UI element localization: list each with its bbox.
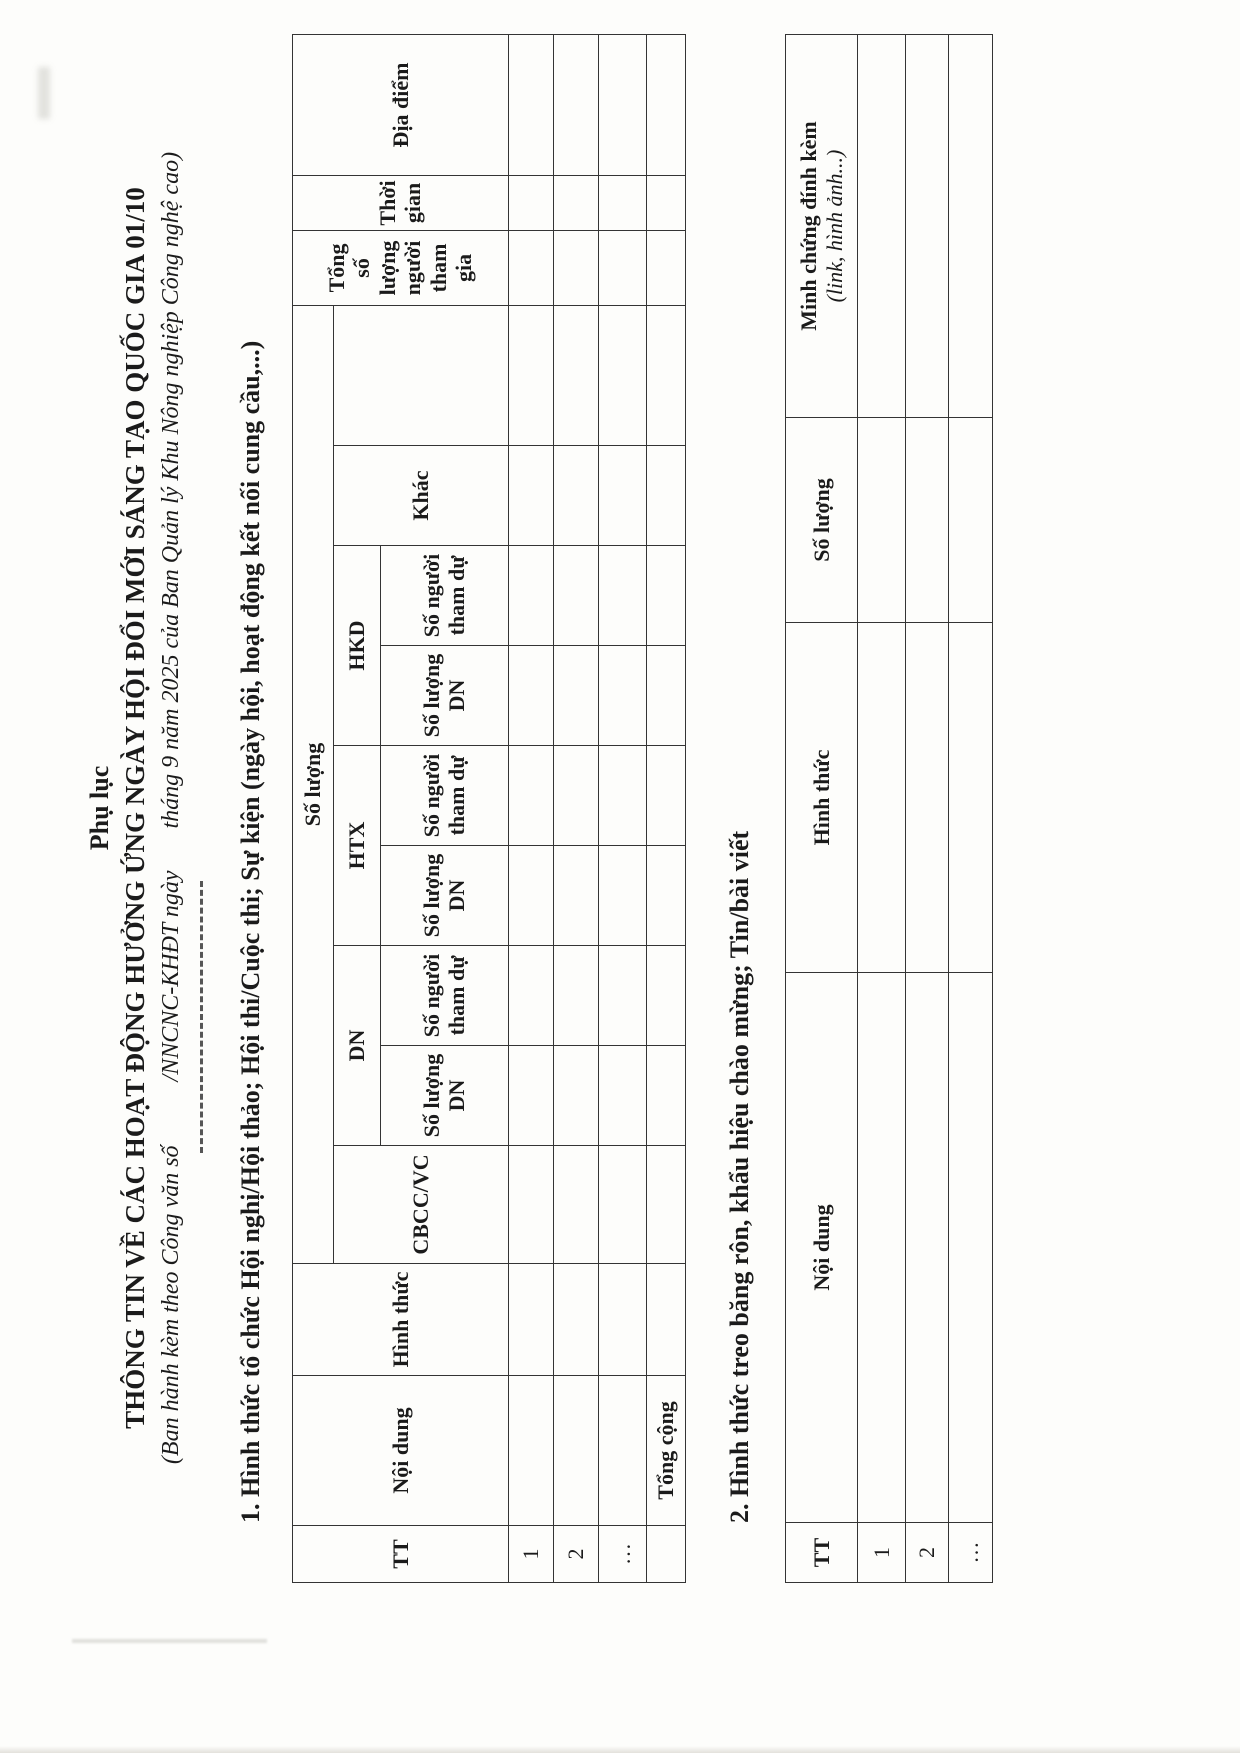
section2-heading: 2. Hình thức treo băng rôn, khẩu hiệu chào mừng; Tin/bài viết: [724, 830, 754, 1523]
empty-cell: [646, 746, 685, 846]
empty-cell: [949, 973, 993, 1523]
col-header-hkd: HKD: [333, 546, 380, 746]
scan-edge-shadow: [0, 1746, 1240, 1753]
empty-cell: [949, 35, 993, 418]
empty-cell: [553, 34, 598, 175]
table-row: [553, 34, 598, 1582]
col-header-khac: Khác: [333, 446, 508, 546]
empty-cell: [598, 34, 646, 175]
empty-cell: [508, 446, 553, 546]
empty-cell: [598, 546, 646, 646]
empty-cell: [646, 1264, 685, 1376]
col-header-noi-dung: Nội dung: [292, 1376, 508, 1526]
empty-cell: [553, 946, 598, 1046]
empty-cell: [508, 1376, 553, 1526]
empty-cell: [508, 746, 553, 846]
empty-cell: [646, 305, 685, 445]
col-header-dn: DN: [333, 946, 380, 1146]
empty-cell: [646, 646, 685, 746]
empty-cell: [598, 446, 646, 546]
col-header-hinh-thuc: Hình thức: [292, 1264, 508, 1376]
appendix-label: Phụ lục: [85, 765, 114, 851]
empty-cell: [508, 175, 553, 230]
empty-cell: [949, 418, 993, 623]
row-index-cell: …: [598, 1526, 646, 1583]
col-header-tong-so: Tổng số lượng người tham gia: [292, 230, 508, 305]
empty-cell: [508, 946, 553, 1046]
minh-chung-note: (link, hình ảnh...): [821, 149, 847, 303]
empty-cell: [646, 546, 685, 646]
empty-cell: [553, 546, 598, 646]
empty-cell: [646, 175, 685, 230]
empty-cell: [508, 1264, 553, 1376]
row-index-cell: 1: [508, 1526, 553, 1583]
col-header-noi-dung: Nội dung: [786, 973, 858, 1523]
empty-cell: [553, 1046, 598, 1146]
empty-cell: [553, 1376, 598, 1526]
empty-cell: [508, 1146, 553, 1264]
col-header-cbcc-vc: CBCC/VC: [333, 1146, 508, 1264]
empty-cell: [598, 305, 646, 445]
dashed-separator: [200, 881, 203, 1153]
empty-cell: [553, 846, 598, 946]
empty-cell: [646, 34, 685, 175]
citation-part2: /NNCNC-KHĐT ngày: [157, 870, 184, 1082]
col-header-dia-diem: Địa điểm: [292, 34, 508, 175]
empty-cell: [646, 1046, 685, 1146]
empty-cell: [646, 446, 685, 546]
empty-cell: [858, 623, 906, 973]
empty-cell: [508, 646, 553, 746]
empty-cell: [598, 1046, 646, 1146]
empty-cell: [598, 846, 646, 946]
empty-cell: [646, 230, 685, 305]
minh-chung-title: Minh chứng đính kèm: [796, 121, 822, 331]
citation-part3: tháng 9 năm 2025 của Ban Quản lý Khu Nông nghiệp Công nghệ cao): [157, 151, 184, 829]
empty-cell: [949, 623, 993, 973]
col-header-tt: TT: [786, 1523, 858, 1583]
col-header-hkd-so-luong: Số lượng DN: [380, 646, 508, 746]
empty-cell: [553, 446, 598, 546]
empty-cell: [598, 946, 646, 1046]
row-index-cell: 1: [858, 1523, 906, 1583]
empty-cell: [858, 418, 906, 623]
empty-cell: [598, 1264, 646, 1376]
empty-cell: [646, 1526, 685, 1583]
empty-cell: [858, 973, 906, 1523]
row-index-cell: …: [949, 1523, 993, 1583]
empty-cell: [646, 1146, 685, 1264]
empty-cell: [646, 846, 685, 946]
empty-cell: [598, 746, 646, 846]
empty-cell: [906, 973, 949, 1523]
empty-cell: [508, 230, 553, 305]
empty-cell: [598, 175, 646, 230]
row-index-cell: 2: [906, 1523, 949, 1583]
empty-cell: [508, 546, 553, 646]
col-header-so-luong: Số lượng: [786, 418, 858, 623]
document-title: THÔNG TIN VỀ CÁC HOẠT ĐỘNG HƯỞNG ỨNG NGÀY HỘI ĐỔI MỚI SÁNG TẠO QUỐC GIA 01/10: [120, 187, 151, 1429]
col-header-dn-so-nguoi: Số người tham dự: [380, 946, 508, 1046]
table-row: [598, 34, 646, 1582]
scan-artifact-line: [72, 1639, 267, 1643]
empty-cell: [598, 1146, 646, 1264]
col-header-htx-so-luong: Số lượng DN: [380, 846, 508, 946]
empty-cell: [508, 305, 553, 445]
empty-cell: [553, 746, 598, 846]
media-table: [785, 34, 993, 1583]
col-header-hinh-thuc: Hình thức: [786, 623, 858, 973]
table-row: [949, 35, 993, 1583]
empty-cell: [858, 35, 906, 418]
col-header-dn-so-luong: Số lượng DN: [380, 1046, 508, 1146]
col-header-minh-chung: [786, 35, 858, 418]
empty-cell: [553, 230, 598, 305]
empty-cell: [508, 34, 553, 175]
empty-cell: [508, 846, 553, 946]
empty-cell: [906, 623, 949, 973]
table-row: [906, 35, 949, 1583]
empty-cell: [553, 305, 598, 445]
empty-cell: [598, 1376, 646, 1526]
col-header-tt: TT: [292, 1526, 508, 1583]
total-row: [646, 34, 685, 1582]
empty-cell: [906, 418, 949, 623]
section1-heading: 1. Hình thức tổ chức Hội nghị/Hội thảo; Hội thi/Cuộc thi; Sự kiện (ngày hội, hoạt động kết nối cung cầu,...): [235, 340, 265, 1523]
empty-cell: [598, 230, 646, 305]
empty-cell: [553, 646, 598, 746]
citation-part1: (Ban hành kèm theo Công văn số: [157, 1145, 184, 1465]
table-row: [508, 34, 553, 1582]
activities-table: [292, 34, 686, 1583]
empty-cell: [553, 1146, 598, 1264]
col-header-hkd-so-nguoi: Số người tham dự: [380, 546, 508, 646]
citation-line: [157, 33, 186, 1583]
empty-cell: [906, 35, 949, 418]
scan-smudge: [38, 67, 50, 119]
total-label-cell: Tổng cộng: [646, 1376, 685, 1526]
table-row: [858, 35, 906, 1583]
col-header-htx: HTX: [333, 746, 380, 946]
row-index-cell: 2: [553, 1526, 598, 1583]
empty-cell: [508, 1046, 553, 1146]
col-header-thoi-gian: Thời gian: [292, 175, 508, 230]
col-header-so-luong-group: Số lượng: [292, 305, 333, 1263]
empty-cell: [553, 175, 598, 230]
empty-cell: [598, 646, 646, 746]
empty-cell: [646, 946, 685, 1046]
col-header-htx-so-nguoi: Số người tham dự: [380, 746, 508, 846]
empty-cell: [553, 1264, 598, 1376]
